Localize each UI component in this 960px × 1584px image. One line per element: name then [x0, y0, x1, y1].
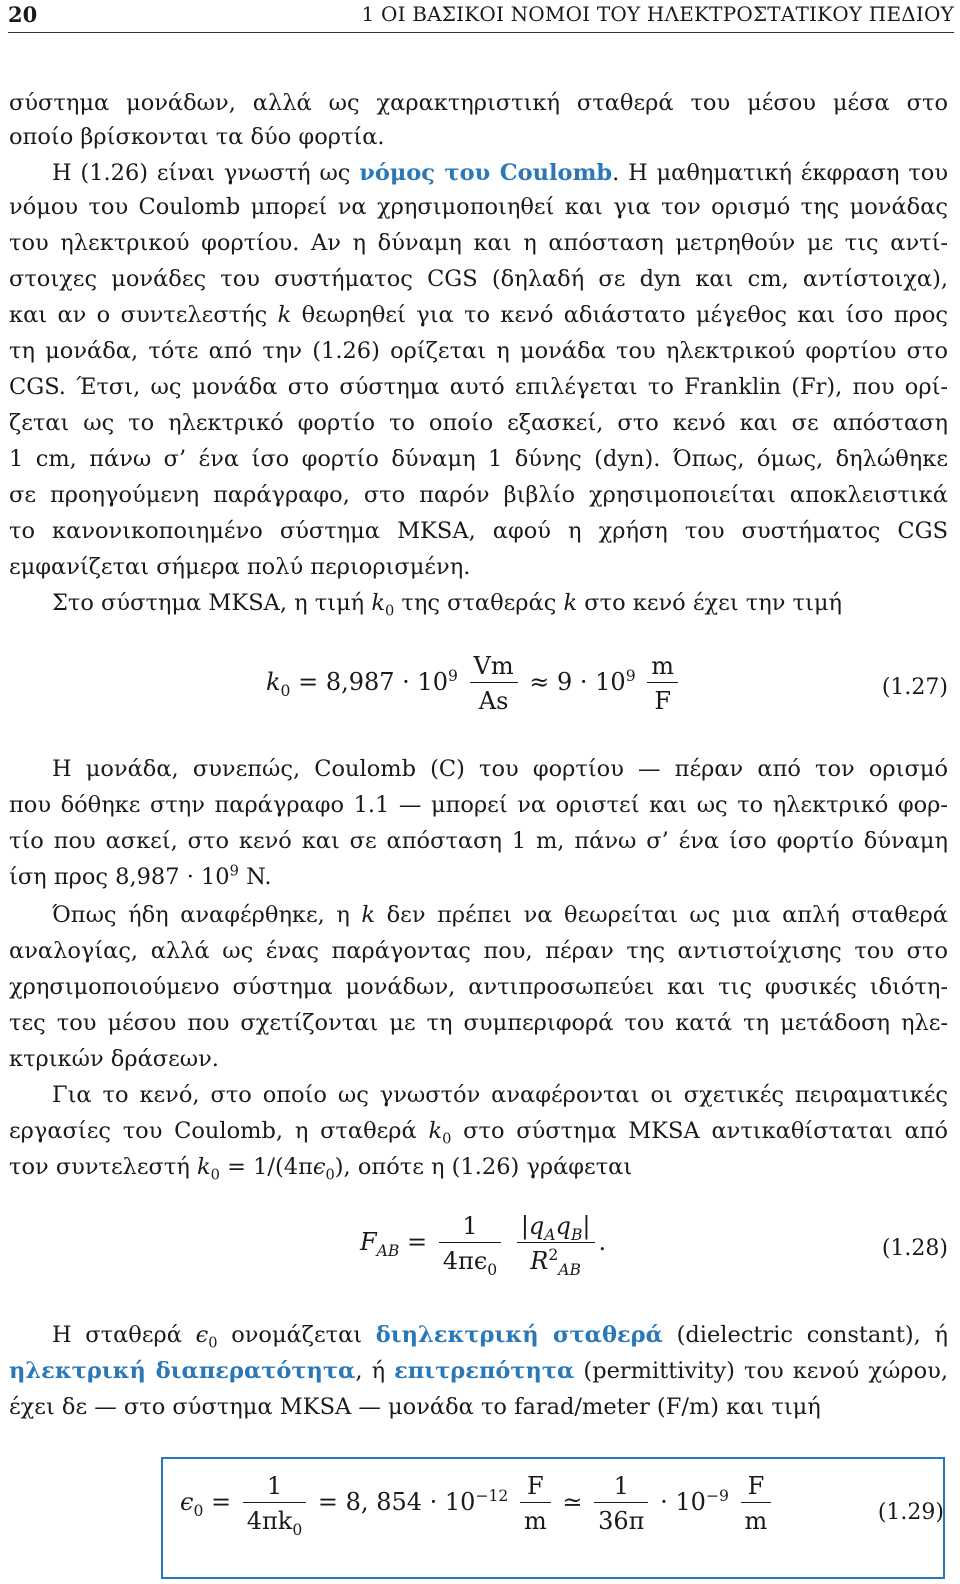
text-line: νόμου του Coulomb μπορεί να χρησιμοποιηθεί και για τον ορισμό της μονάδας: [9, 194, 948, 220]
term-electric-permittivity: ηλεκτρική διαπερατότητα: [9, 1358, 356, 1384]
text-line: το κανονικοποιημένο σύστημα MKSA, αφού η χρήση του συστήματος CGS: [9, 518, 948, 544]
text-line: ηλεκτρική διαπερατότητα, ή επιτρεπότητα (permittivity) του κενού χώρου,: [9, 1358, 948, 1384]
equation-number: (1.29): [877, 1500, 944, 1525]
text-line: Η (1.26) είναι γνωστή ως νόμος του Coulomb. Η μαθηματική έκφραση του: [52, 160, 948, 186]
text-line: εμφανίζεται σήμερα πολύ περιορισμένη.: [9, 554, 471, 580]
text-line: Στο σύστημα MKSA, η τιμή $k_0$ της σταθεράς k στο κενό έχει την τιμή: [52, 590, 842, 620]
header-rule: [8, 32, 954, 33]
text-line: που δόθηκε στην παράγραφο 1.1 — μπορεί να οριστεί και ως το ηλεκτρικό φορ-: [9, 792, 948, 818]
equation-number: (1.27): [881, 675, 948, 700]
text-line: ζεται ως το ηλεκτρικό φορτίο το οποίο εξασκεί, στο κενό και σε απόσταση: [9, 410, 948, 436]
text-line: χρησιμοποιούμενο σύστημα μονάδων, αντιπροσωπεύει και τις φυσικές ιδιότη-: [9, 974, 948, 1000]
text-line: τη μονάδα, τότε από την (1.26) ορίζεται η μονάδα του ηλεκτρικού φορτίου στο: [9, 338, 948, 364]
text-line: εργασίες του Coulomb, η σταθερά $k_0$ στο σύστημα MKSA αντικαθίσταται από: [9, 1118, 948, 1148]
text-line: κτρικών δράσεων.: [9, 1046, 219, 1072]
text-line: 1 cm, πάνω σ’ ένα ίσο φορτίο δύναμη 1 δύνης (dyn). Όπως, όμως, δηλώθηκε: [9, 446, 948, 472]
text-line: Όπως ήδη αναφέρθηκε, η k δεν πρέπει να θεωρείται ως μια απλή σταθερά: [52, 902, 948, 928]
equation-1-28: $F_{AB}$ = $\frac{1}{4\pi\epsilon_0}$ $\frac{|q_Aq_B|}{R^2_{AB}}$ .: [360, 1212, 607, 1279]
text-line: τες του μέσου που σχετίζονται με τη συμπεριφορά του κατά τη μετάδοση ηλε-: [9, 1010, 948, 1036]
text-line: CGS. Έτσι, ως μονάδα στο σύστημα αυτό επιλέγεται το Franklin (Fr), που ορί-: [9, 374, 948, 400]
text-line: τίο που ασκεί, στο κενό και σε απόσταση 1 m, πάνω σ’ ένα ίσο φορτίο δύναμη: [9, 828, 948, 854]
text-line: Η μονάδα, συνεπώς, Coulomb (C) του φορτίου — πέραν από τον ορισμό: [52, 756, 948, 782]
equation-1-29: $\epsilon_0$ = $\frac{1}{4\pi k_0}$ = 8, $854 \cdot 10^{-12}$ $\frac{F}{m}$ ≃ $\frac{1}{36\pi}$ · $10^{-9}$ $\frac{F}{m}$: [180, 1472, 775, 1535]
text-line: Για το κενό, στο οποίο ως γνωστόν αναφέρονται οι σχετικές πειραματικές: [52, 1082, 948, 1108]
term-dielectric-constant: διηλεκτρική σταθερά: [375, 1322, 663, 1348]
text-line: ίση προς $8,987 \cdot 10^9$ N.: [9, 862, 272, 890]
text-line: και αν ο συντελεστής k θεωρηθεί για το κενό αδιάστατο μέγεθος και ίσο προς: [9, 302, 948, 328]
text-line: σύστημα μονάδων, αλλά ως χαρακτηριστική σταθερά του μέσου μέσα στο: [9, 90, 948, 116]
text-line: έχει δε — στο σύστημα MKSA — μονάδα το farad/meter (F/m) και τιμή: [9, 1394, 821, 1420]
text-line: αναλογίας, αλλά ως ένας παράγοντας που, πέραν της αντιστοίχισης του στο: [9, 938, 948, 964]
running-header: [8, 2, 954, 32]
text-line: οποίο βρίσκονται τα δύο φορτία.: [9, 124, 385, 150]
text-line: στοιχες μονάδες του συστήματος CGS (δηλαδή σε dyn και cm, αντίστοιχα),: [9, 266, 948, 292]
text-line: σε προηγούμενη παράγραφο, στο παρόν βιβλίο χρησιμοποιείται αποκλειστικά: [9, 482, 948, 508]
equation-1-27: $k_0 = 8,987 \cdot 10^9$ $\frac{Vm}{As}$ ≈ $9 \cdot 10^9$ $\frac{m}{F}$: [266, 652, 682, 715]
text-line: του ηλεκτρικού φορτίου. Αν η δύναμη και η απόσταση μετρηθούν με τις αντί-: [9, 230, 948, 256]
text-line: τον συντελεστή $k_0 = 1/(4\pi\epsilon_0)$, οπότε η (1.26) γράφεται: [9, 1154, 633, 1184]
term-coulomb-law: νόμος του Coulomb: [359, 160, 613, 186]
page-number: 20: [8, 2, 38, 27]
equation-number: (1.28): [881, 1236, 948, 1261]
term-permittivity: επιτρεπότητα: [394, 1358, 575, 1384]
chapter-title: 1 ΟΙ ΒΑΣΙΚΟΙ ΝΟΜΟΙ ΤΟΥ ΗΛΕΚΤΡΟΣΤΑΤΙΚΟΥ ΠΕΔΙΟΥ: [361, 2, 954, 26]
text-line: Η σταθερά $\epsilon_0$ ονομάζεται διηλεκτρική σταθερά (dielectric constant), ή: [52, 1322, 948, 1352]
